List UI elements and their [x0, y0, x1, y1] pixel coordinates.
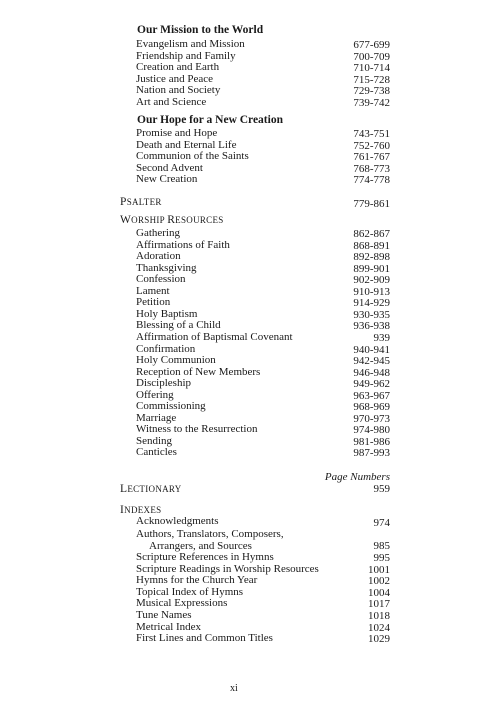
index-item-range: 1029	[368, 633, 390, 646]
mission-item-range: 677-699	[353, 39, 390, 51]
worship-item-label: Gathering	[136, 227, 180, 239]
index-item-range: 1004	[368, 586, 390, 599]
mission-item-range: 700-709	[353, 50, 390, 63]
hope-item-label: New Creation	[136, 173, 198, 186]
worship-item-range: 930-935	[353, 308, 390, 321]
lectionary-page: 959	[373, 483, 390, 495]
mission-item-range: 710-714	[353, 62, 390, 75]
worship-item-range: 942-945	[353, 355, 390, 368]
hope-item-range: 752-760	[353, 139, 390, 152]
index-item-range: 995	[373, 552, 390, 564]
worship-item-range: 939	[373, 331, 390, 344]
index-item-label: Musical Expressions	[136, 597, 228, 610]
worship-item-range: 892-898	[353, 251, 390, 264]
worship-item-range: 987-993	[353, 447, 390, 460]
mission-heading: Our Mission to the World	[137, 24, 264, 36]
worship-item-label: Marriage	[136, 411, 177, 424]
page-number: xi	[230, 683, 238, 694]
index-item-range: 1018	[368, 610, 390, 622]
worship-item-range: 946-948	[353, 366, 390, 379]
worship-item-range: 868-891	[353, 239, 390, 252]
page-numbers-label: Page Numbers	[324, 471, 390, 483]
hope-item-range: 774-778	[353, 174, 390, 187]
index-item-range: 1001	[368, 563, 390, 576]
worship-item-label: Affirmations of Faith	[136, 238, 230, 251]
hope-item-label: Communion of the Saints	[136, 150, 249, 163]
contents-page: Our Mission to the World Evangelism and Mission 677-699 Friendship and Family 700-709 Creation and Earth 710-714 Justice and Peace 715-728 Nation and Society 729-738 Art and Science 739-742 Our Hope for a New Creation Promise and Hope 743-751 Death and Eternal Life 752-760 Communion of the Saints 761-767 Second Advent 768-773 New Creation 774-778 PSALTER 779-861 WORSHIP RESOURCES Gathering 862-867 Affirmations of Faith 868-891 Adoration 892-898 Thanksgiving 899-901 Confession 902-909 Lament 910-913 Petition 914-929 Holy Baptism 930-935 Blessing of a Child 936-938 Affirmation of Baptismal Covenant 939 Confirmation 940-941 Holy Communion 942-945 Reception of New Members 946-948 Discipleship 949-962 Offering 963-967 Commissioning 968-969 Marriage 970-973 Witness to the Resurrection 974-980 Sending 981-986 Canticles 987-993 Page Numbers LECTIONARY 959 INDEXES Acknowledgments 974 Authors, Translators, Composers, Arrangers, and Sources 985 Scripture References in Hymns 995 Scripture Readings in Worship Resources 1001 Hymns for the Church Year 1002 Topical Index of Hymns 1004 Musical Expressions 1017 Tune Names 1018 Metrical Index 1024 First Lines and Common Titles 1029 xi	[120, 24, 390, 694]
worship-item-label: Confession	[136, 273, 186, 286]
index-item-label: Topical Index of Hymns	[136, 585, 244, 598]
index-item-label: Scripture References in Hymns	[136, 551, 274, 563]
worship-item-label: Offering	[136, 388, 174, 401]
mission-item-range: 715-728	[353, 73, 390, 86]
worship-item-label: Thanksgiving	[136, 261, 197, 274]
worship-item-label: Blessing of a Child	[136, 319, 221, 332]
hope-item-range: 768-773	[353, 162, 390, 175]
psalter-heading: PSALTER	[120, 196, 162, 208]
worship-item-range: 910-913	[353, 285, 390, 298]
worship-item-label: Adoration	[136, 250, 181, 263]
psalter-range: 779-861	[353, 198, 390, 210]
hope-item-label: Second Advent	[136, 161, 203, 174]
index-item-label: First Lines and Common Titles	[136, 632, 273, 645]
index-item-range: 1017	[368, 598, 390, 611]
mission-item-label: Evangelism and Mission	[136, 38, 245, 50]
index-item-range: 1024	[368, 621, 390, 634]
worship-item-label: Holy Baptism	[136, 307, 198, 320]
worship-item-range: 968-969	[353, 401, 390, 414]
worship-item-label: Canticles	[136, 446, 177, 459]
mission-item-label: Justice and Peace	[136, 72, 213, 85]
index-item-label: Metrical Index	[136, 620, 202, 633]
worship-item-label: Witness to the Resurrection	[136, 423, 258, 436]
hope-item-range: 743-751	[353, 128, 390, 140]
worship-item-label: Petition	[136, 296, 171, 309]
worship-item-range: 862-867	[353, 228, 390, 240]
hope-heading: Our Hope for a New Creation	[137, 114, 283, 126]
worship-item-label: Sending	[136, 434, 173, 447]
worship-heading: WORSHIP RESOURCES	[120, 214, 224, 226]
hope-item-label: Death and Eternal Life	[136, 138, 237, 151]
worship-item-range: 949-962	[353, 378, 390, 391]
mission-item-range: 729-738	[353, 85, 390, 98]
worship-item-range: 902-909	[353, 274, 390, 287]
worship-item-label: Confirmation	[136, 342, 196, 355]
lectionary-heading: LECTIONARY	[120, 483, 182, 495]
mission-item-label: Creation and Earth	[136, 61, 220, 74]
worship-item-range: 981-986	[353, 435, 390, 448]
index-item-label: Scripture Readings in Worship Resources	[136, 562, 319, 575]
worship-item-label: Commissioning	[136, 400, 206, 413]
index-item-label: Tune Names	[136, 609, 192, 621]
worship-item-label: Discipleship	[136, 377, 191, 390]
worship-item-range: 914-929	[353, 297, 390, 310]
index-item-range: 1002	[368, 575, 390, 588]
worship-item-label: Holy Communion	[136, 354, 216, 367]
mission-item-label: Friendship and Family	[136, 49, 236, 62]
worship-item-range: 899-901	[353, 262, 390, 275]
mission-item-range: 739-742	[353, 97, 390, 109]
mission-item-label: Nation and Society	[136, 84, 221, 97]
worship-item-label: Affirmation of Baptismal Covenant	[136, 330, 293, 343]
worship-item-label: Lament	[136, 284, 170, 297]
worship-item-range: 940-941	[353, 343, 390, 356]
index-authors-page: 985	[373, 540, 390, 552]
mission-item-label: Art and Science	[136, 96, 207, 108]
hope-item-range: 761-767	[353, 151, 390, 164]
worship-item-range: 936-938	[353, 320, 390, 333]
worship-item-range: 970-973	[353, 412, 390, 425]
worship-item-label: Reception of New Members	[136, 365, 261, 378]
index-acknowledgments-page: 974	[373, 517, 390, 529]
index-item-label: Hymns for the Church Year	[136, 574, 258, 587]
indexes-heading: INDEXES	[120, 504, 162, 516]
worship-item-range: 974-980	[353, 424, 390, 437]
worship-item-range: 963-967	[353, 389, 390, 402]
hope-item-label: Promise and Hope	[136, 127, 218, 139]
